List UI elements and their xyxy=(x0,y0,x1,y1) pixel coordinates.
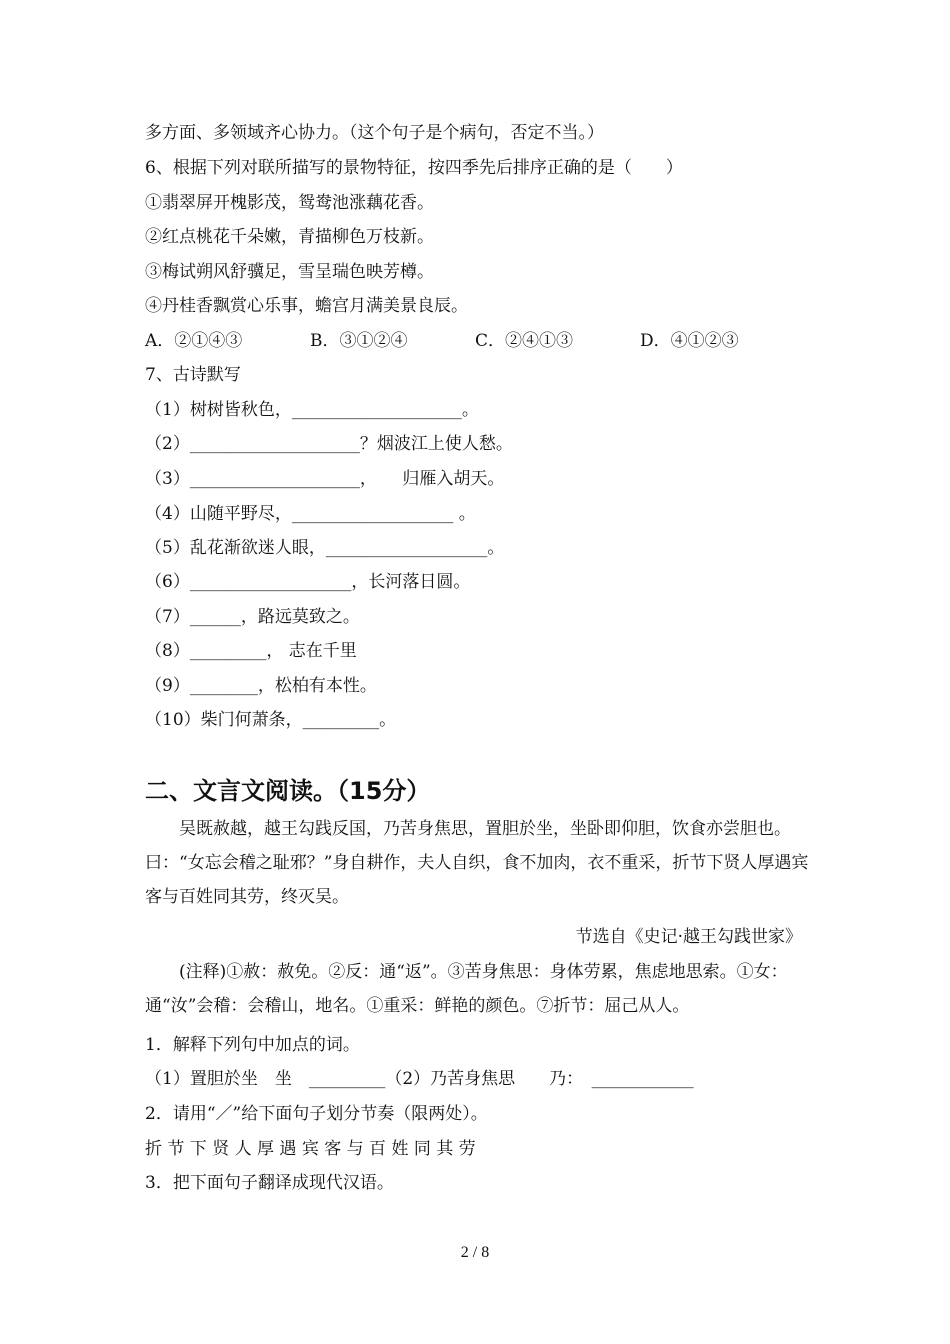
classical-passage xyxy=(145,812,810,914)
option-b: B．③①②④ xyxy=(310,331,408,351)
poem-blank-item: （7）______，路远莫致之。 xyxy=(145,607,360,627)
poem-blank-item: （5）乱花渐欲迷人眼，___________________。 xyxy=(145,538,505,558)
passage-source: 节选自《史记·越王勾践世家》 xyxy=(575,927,802,947)
subquestion-2-body: 折 节 下 贤 人 厚 遇 宾 客 与 百 姓 同 其 劳 xyxy=(145,1139,476,1159)
previous-answer-line: 多方面、多领域齐心协力。（这个句子是个病句，否定不当。） xyxy=(145,123,604,143)
option-c: C．②④①③ xyxy=(475,331,574,351)
poem-blank-item: （2）____________________？烟波江上使人愁。 xyxy=(145,434,513,454)
poem-blank-item: （10）柴门何萧条，_________。 xyxy=(145,710,397,730)
poem-blank-item: （9）________，松柏有本性。 xyxy=(145,676,377,696)
poem-blank-item: （3）____________________， 归雁入胡天。 xyxy=(145,469,505,489)
subquestion-1-body: （1）置胆於坐 坐 _________（2）乃苦身焦思 乃： ____________ xyxy=(145,1069,694,1089)
poem-blank-item: （1）树树皆秋色，____________________。 xyxy=(145,400,479,420)
page-number: 2 / 8 xyxy=(460,1244,490,1261)
option-a: A．②①④③ xyxy=(145,331,243,351)
poem-blank-item: （6）___________________，长河落日圆。 xyxy=(145,572,471,592)
question-6-stem: 6、根据下列对联所描写的景物特征，按四季先后排序正确的是（ ） xyxy=(145,158,683,178)
subquestion-1-stem: 1．解释下列句中加点的词。 xyxy=(145,1035,360,1055)
option-d: D．④①②③ xyxy=(640,331,739,351)
question-6-item: ③梅试朔风舒骥足，雪呈瑞色映芳樽。 xyxy=(145,262,434,282)
question-6-item: ①翡翠屏开槐影茂，鸳鸯池涨藕花香。 xyxy=(145,193,434,213)
subquestion-2-stem: 2．请用“／”给下面句子划分节奏（限两处）。 xyxy=(145,1104,488,1124)
question-6-item: ④丹桂香飘赏心乐事，蟾宫月满美景良辰。 xyxy=(145,296,468,316)
subquestion-3-stem: 3．把下面句子翻译成现代汉语。 xyxy=(145,1173,394,1193)
section-2-title: 二、文言文阅读。（15分） xyxy=(145,777,431,805)
question-6-item: ②红点桃花千朵嫩，青描柳色万枝新。 xyxy=(145,227,434,247)
poem-blank-item: （8）_________， 志在千里 xyxy=(145,641,357,661)
poem-blank-item: （4）山随平野尽，___________________ 。 xyxy=(145,504,476,524)
passage-text: 吴既赦越，越王勾践反国，乃苦身焦思，置胆於坐，坐卧即仰胆，饮食亦尝胆也。曰：“女忘会稽之耻邪？”身自耕作，夫人自织，食不加肉，衣不重采，折节下贤人厚遇宾客与百姓同其劳，终灭吴。 xyxy=(145,819,809,907)
annotation-text: (注释)①赦：赦免。②反：通“返”。③苦身焦思：身体劳累，焦虑地思索。①女：通“汝”会稽：会稽山，地名。①重采：鲜艳的颜色。⑦折节：屈己从人。 xyxy=(145,962,788,1016)
annotation-block xyxy=(145,955,810,1023)
question-7-stem: 7、古诗默写 xyxy=(145,365,241,385)
